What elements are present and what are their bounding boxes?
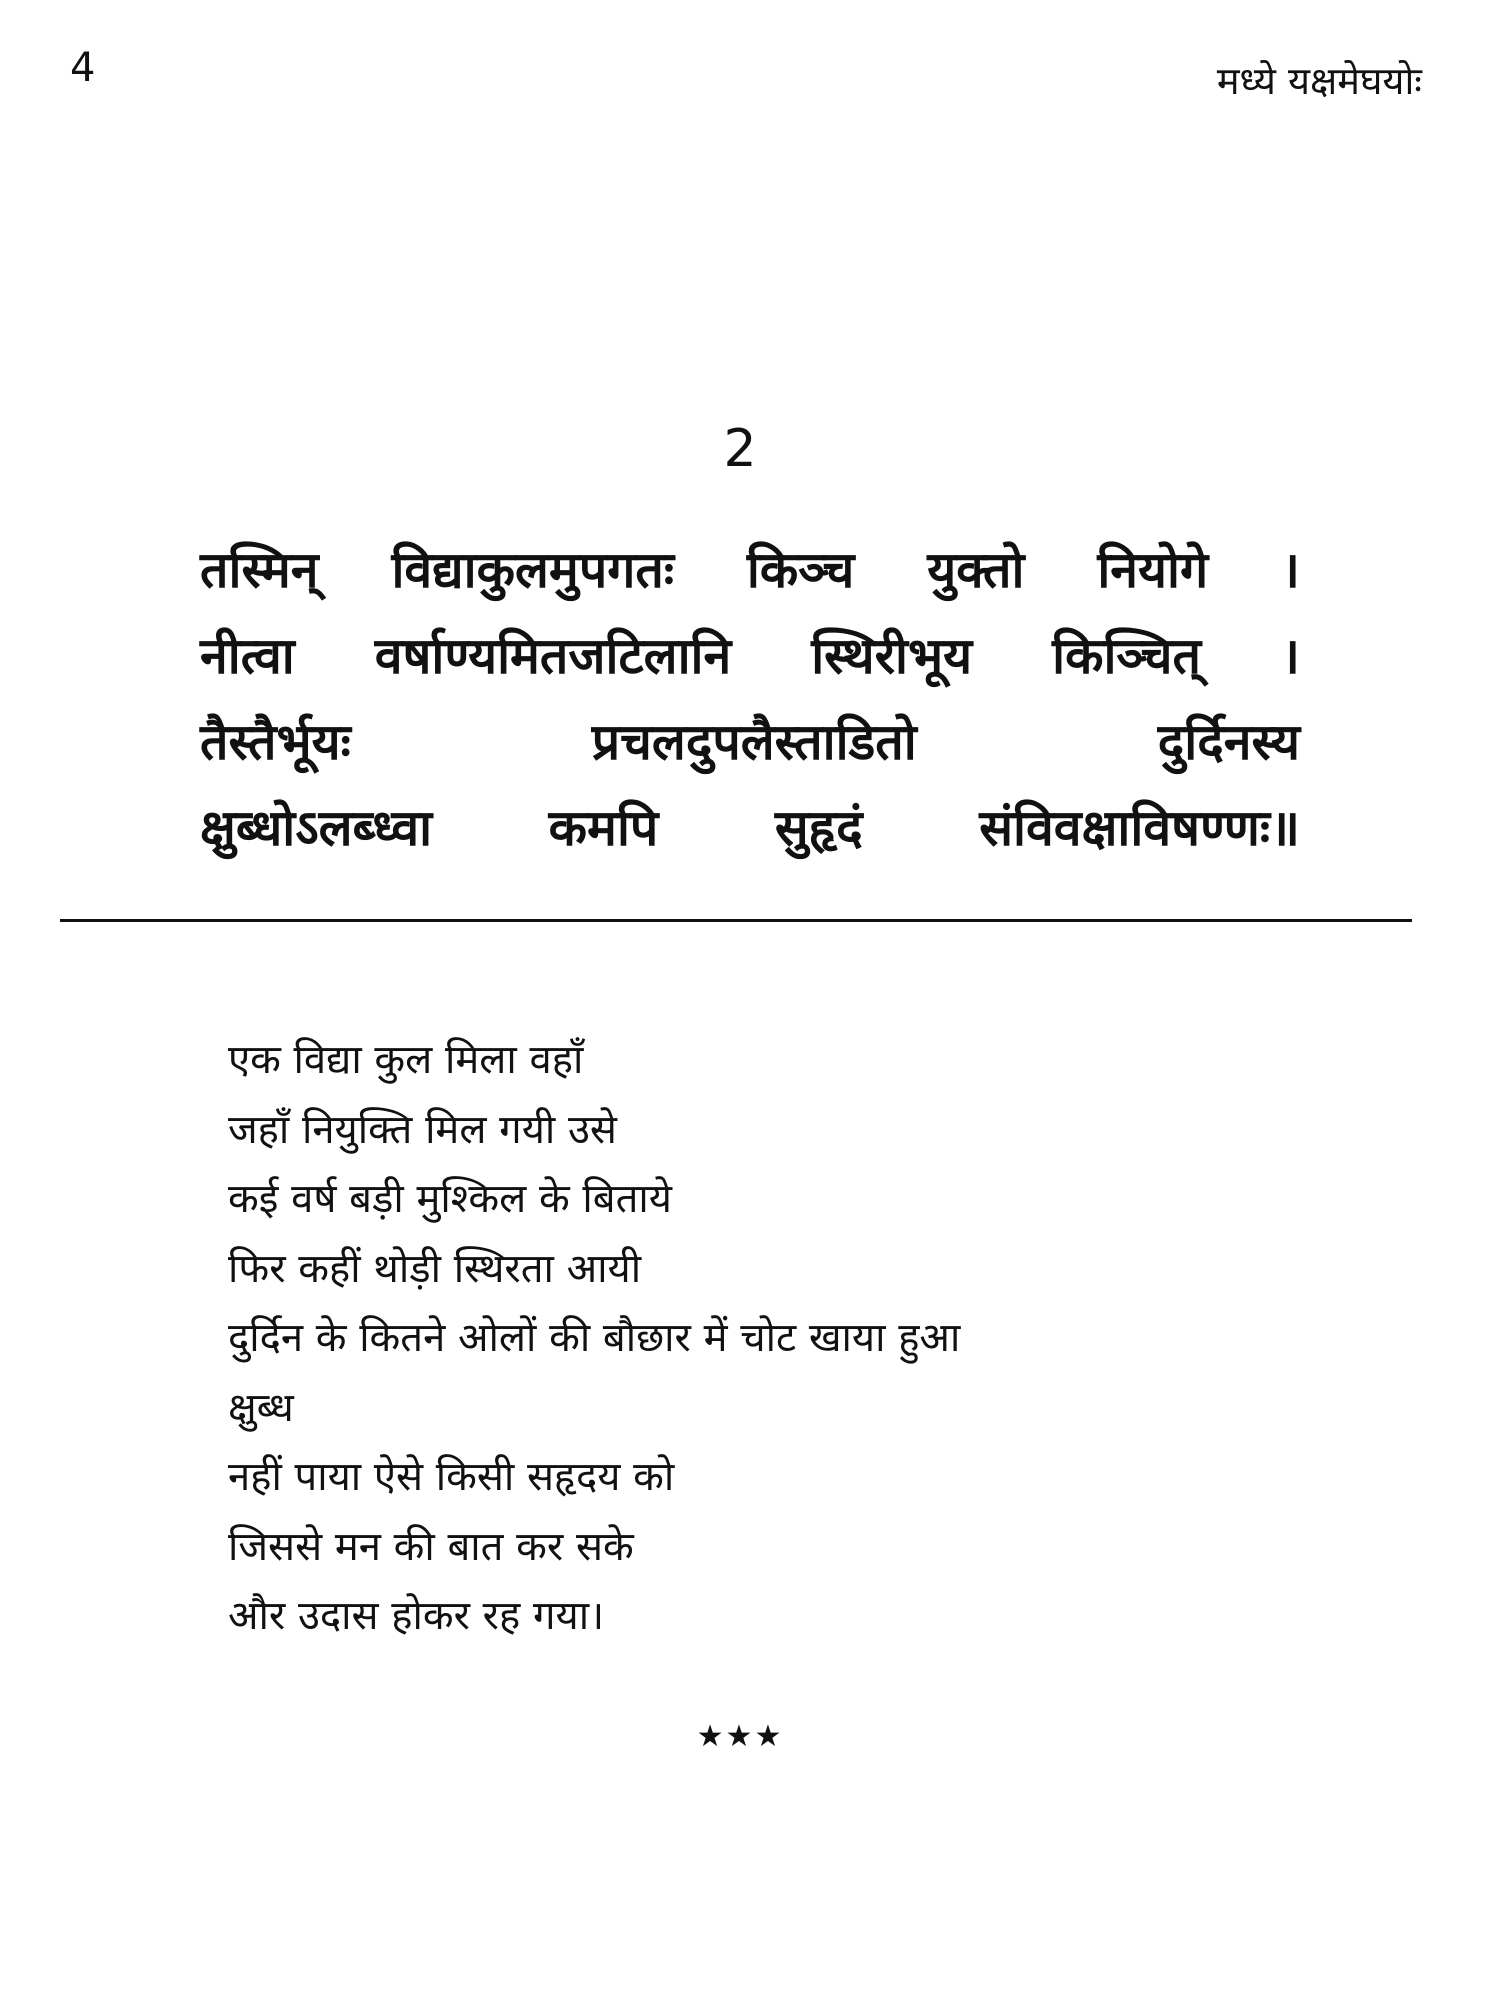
sanskrit-word: तस्मिन् bbox=[200, 541, 319, 599]
sanskrit-word: तैस्तैर्भूयः bbox=[200, 713, 351, 771]
section-divider bbox=[60, 919, 1412, 922]
sanskrit-word: नीत्वा bbox=[200, 627, 295, 685]
sanskrit-word: दुर्दिनस्य bbox=[1157, 713, 1300, 771]
running-header: मध्ये यक्षमेघयोः bbox=[1216, 59, 1422, 103]
page-number: 4 bbox=[70, 45, 96, 91]
end-ornament: ★★★ bbox=[696, 1719, 784, 1754]
sanskrit-word: कमपि bbox=[548, 799, 659, 857]
sanskrit-word: विद्याकुलमुपगतः bbox=[391, 541, 674, 599]
sanskrit-verse bbox=[200, 541, 1300, 889]
translation-line: जिससे मन की बात कर सके bbox=[228, 1523, 634, 1570]
sanskrit-line bbox=[200, 541, 1300, 631]
danda: । bbox=[1281, 541, 1300, 599]
sanskrit-word: स्थिरीभूय bbox=[811, 627, 973, 685]
translation-line: कई वर्ष बड़ी मुश्किल के बिताये bbox=[228, 1176, 672, 1222]
translation-line: एक विद्या कुल मिला वहाँ bbox=[228, 1037, 584, 1083]
sanskrit-word: नियोगे bbox=[1097, 541, 1209, 599]
translation-line: क्षुब्ध bbox=[228, 1384, 294, 1431]
sanskrit-word: संविवक्षाविषण्णः॥ bbox=[979, 799, 1300, 857]
sanskrit-word: सुहृदं bbox=[774, 799, 863, 857]
danda: । bbox=[1281, 627, 1300, 685]
sanskrit-word: वर्षाण्यमितजटिलानि bbox=[374, 627, 732, 685]
hindi-translation bbox=[228, 1037, 1388, 1666]
translation-line: फिर कहीं थोड़ी स्थिरता आयी bbox=[228, 1245, 642, 1292]
sanskrit-word: किञ्च bbox=[746, 541, 855, 599]
translation-line: और उदास होकर रह गया। bbox=[228, 1593, 605, 1639]
sanskrit-line bbox=[200, 799, 1300, 889]
sanskrit-line bbox=[200, 627, 1300, 717]
translation-line: दुर्दिन के कितने ओलों की बौछार में चोट खाया हुआ bbox=[228, 1315, 961, 1361]
translation-line: नहीं पाया ऐसे किसी सहृदय को bbox=[228, 1454, 675, 1500]
sanskrit-word: युक्तो bbox=[927, 541, 1025, 599]
translation-line: जहाँ नियुक्ति मिल गयी उसे bbox=[228, 1106, 617, 1153]
sanskrit-word: किञ्चित् bbox=[1052, 627, 1202, 685]
sanskrit-word: क्षुब्धोऽलब्ध्वा bbox=[200, 799, 433, 857]
sanskrit-line bbox=[200, 713, 1300, 803]
verse-number: 2 bbox=[723, 419, 757, 479]
sanskrit-word: प्रचलदुपलैस्ताडितो bbox=[591, 713, 917, 771]
